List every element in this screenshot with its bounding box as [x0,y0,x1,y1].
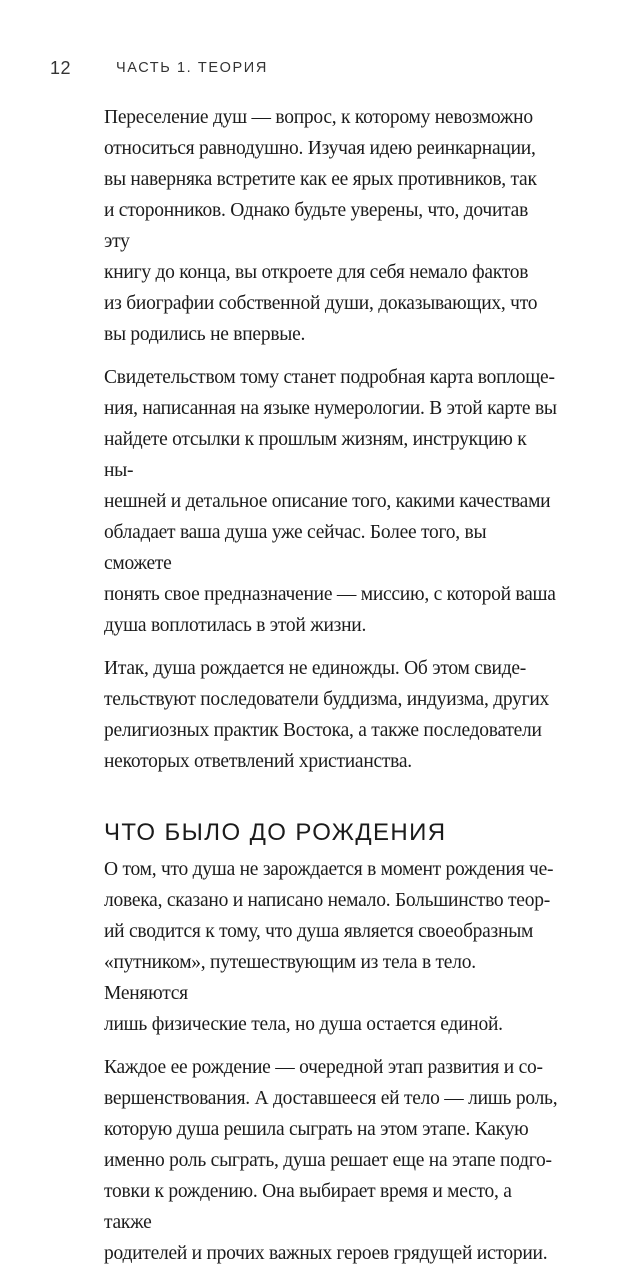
page-body [104,102,558,1269]
section-paragraph-2: Каждое ее рождение — очередной этап развития и со- вершенствования. А доставшееся ей тело — лишь роль, которую душа решила сыграть на этом этапе. Какую именно роль сыграть, душа решает еще на этапе подго- товки к рождению. Она выбирает время и место, а также родителей и прочих важных героев грядущей истории. [104,1057,558,1264]
page-number: 12 [50,57,72,78]
intro-paragraph-2: Свидетельством тому станет подробная карта воплоще- ния, написанная на языке нумерологии. В этой карте вы найдете отсылки к прошлым жизням, инструкцию к ны- нешней и детальное описание того, какими качествами обладает ваша душа уже сейчас. Более того, вы сможете понять свое предназначение — миссию, с которой ваша душа воплотилась в этой жизни. [104,367,557,636]
intro-paragraph-1: Переселение душ — вопрос, к которому невозможно относиться равнодушно. Изучая идею реинкарнации, вы наверняка встретите как ее ярых противников, так и сторонников. Однако будьте уверены, что, дочитав эту книгу до конца, вы откроете для себя немало фактов из биографии собственной души, доказывающих, что вы родились не впервые. [104,107,538,345]
intro-paragraph-3: Итак, душа рождается не единожды. Об этом свиде- тельствуют последователи буддизма, индуизма, других религиозных практик Востока, а также последователи некоторых ответвлений христианства. [104,658,550,772]
heading-spacer [104,777,558,818]
part-title: ЧАСТЬ 1. ТЕОРИЯ [116,60,268,76]
paragraph-spacer [104,1040,558,1052]
section-paragraph-1: О том, что душа не зарождается в момент рождения че- ловека, сказано и написано немало. Большинство теор- ий сводится к тому, что душа является своеобразным «путником», путешествующим из тела в тело. Меняются лишь физические тела, но душа остается единой. [104,859,554,1035]
running-head [50,56,268,80]
section-heading: ЧТО БЫЛО ДО РОЖДЕНИЯ [104,819,447,846]
paragraph-spacer [104,350,558,362]
paragraph-spacer [104,641,558,653]
